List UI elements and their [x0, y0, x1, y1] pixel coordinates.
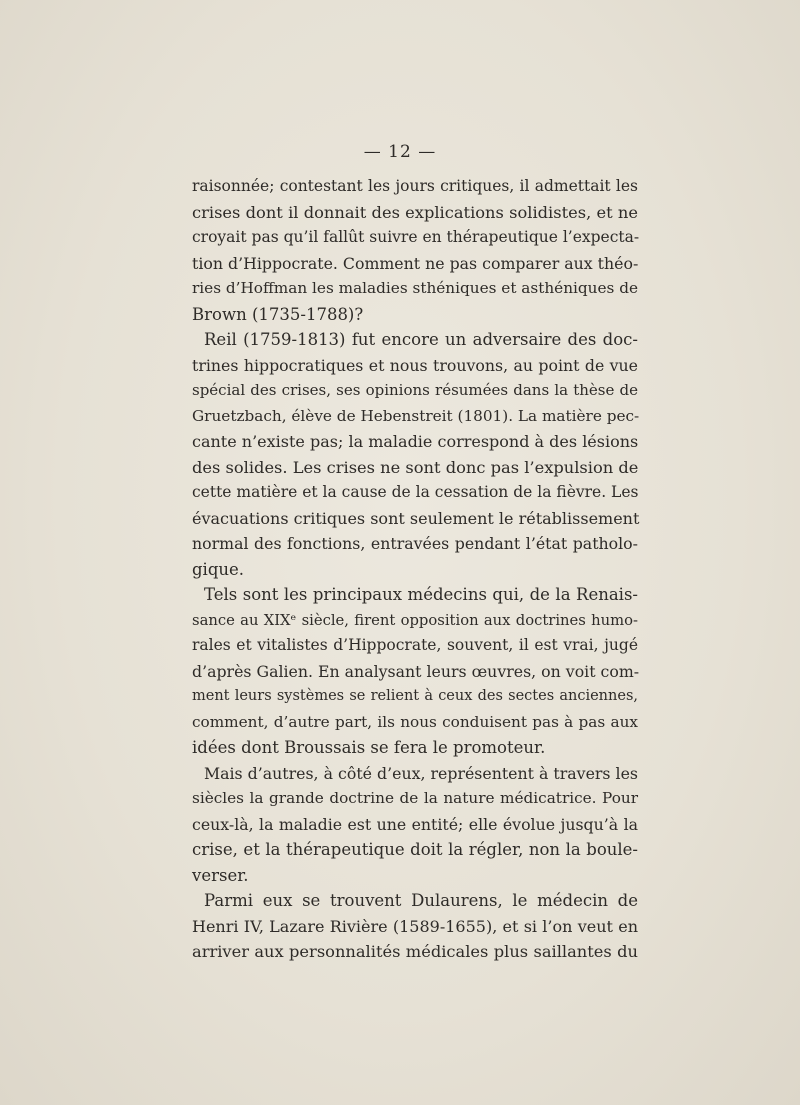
text-line: ries d’Hoffman les maladies sthéniques et asthéniques de [192, 279, 638, 297]
text-line: comment, d’autre part, ils nous conduisent pas à pas aux [192, 712, 638, 731]
text-line: cette matière et la cause de la cessation de la fièvre. Les [192, 483, 639, 501]
text-line: crise, et la thérapeutique doit la régler, non la boule- [192, 840, 638, 859]
text-line: gique. [192, 559, 245, 579]
text-line: idées dont Broussais se fera le promoteur. [192, 738, 546, 757]
text-line: d’après Galien. En analysant leurs œuvres, on voit com- [192, 661, 640, 681]
text-line: rales et vitalistes d’Hippocrate, souvent, il est vrai, jugé [192, 636, 638, 654]
text-line: arriver aux personnalités médicales plus saillantes du [192, 942, 638, 961]
text-line: trines hippocratiques et nous trouvons, au point de vue [192, 355, 638, 375]
body-text [192, 174, 638, 965]
text-line: siècles la grande doctrine de la nature médicatrice. Pour [192, 789, 638, 807]
text-line: Tels sont les principaux médecins qui, de la Renais- [204, 585, 638, 604]
text-line: Brown (1735-1788)? [192, 304, 364, 324]
text-line: ceux-là, la maladie est une entité; elle évolue jusqu’à la [192, 814, 638, 834]
text-line: sance au XIXᵉ siècle, firent opposition aux doctrines humo- [192, 611, 638, 629]
text-line: ment leurs systèmes se relient à ceux des sectes anciennes, [192, 688, 638, 704]
text-line: normal des fonctions, entravées pendant l’état patholo- [192, 534, 638, 553]
text-line: Parmi eux se trouvent Dulaurens, le médecin de [204, 891, 638, 910]
text-line: raisonnée; contestant les jours critiques, il admettait les [192, 177, 638, 195]
text-line: évacuations critiques sont seulement le rétablissement [192, 508, 640, 528]
text-line: verser. [192, 865, 249, 885]
text-line: spécial des crises, ses opinions résumées dans la thèse de [192, 381, 638, 399]
text-line: crises dont il donnait des explications solidistes, et ne [192, 202, 638, 222]
text-line: croyait pas qu’il fallût suivre en thérapeutique l’expecta- [192, 228, 640, 246]
text-line: Reil (1759-1813) fut encore un adversaire des doc- [204, 330, 638, 349]
text-line: Gruetzbach, élève de Hebenstreit (1801). La matière pec- [192, 406, 640, 425]
text-line: Mais d’autres, à côté d’eux, représentent à travers les [204, 763, 638, 783]
text-line: Henri IV, Lazare Rivière (1589-1655), et si l’on veut en [192, 916, 638, 936]
text-line: cante n’existe pas; la maladie correspond à des lésions [192, 432, 639, 451]
text-line: des solides. Les crises ne sont donc pas l’expulsion de [192, 457, 639, 477]
text-line: tion d’Hippocrate. Comment ne pas comparer aux théo- [192, 253, 639, 273]
page-number-header: — 12 — [363, 142, 437, 162]
